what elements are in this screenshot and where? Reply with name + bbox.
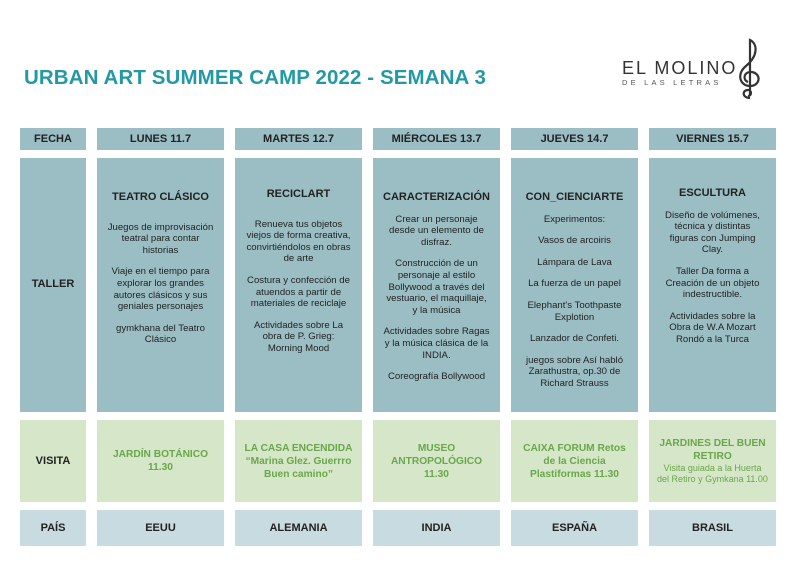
- logo-subtitle: DE LAS LETRAS: [622, 78, 722, 87]
- taller-line: La fuerza de un papel: [528, 278, 621, 290]
- taller-title: TEATRO CLÁSICO: [112, 191, 209, 203]
- day-header: JUEVES 14.7: [511, 128, 638, 150]
- taller-line: Costura y confección de atuendos a partir de materiales de reciclaje: [247, 274, 350, 310]
- row-label-visita: VISITA: [20, 420, 86, 502]
- visit-main: JARDÍN BOTÁNICO 11.30: [112, 449, 209, 473]
- row-label-fecha: FECHA: [20, 128, 86, 150]
- taller-cell: [373, 158, 500, 412]
- taller-title: CON_CIENCIARTE: [525, 191, 624, 203]
- taller-title: RECICLART: [266, 188, 331, 200]
- country-cell: ALEMANIA: [235, 510, 362, 546]
- taller-cell: [649, 158, 776, 412]
- taller-line: Coreografía Bollywood: [387, 371, 486, 383]
- taller-cell: [235, 158, 362, 412]
- treble-clef-icon: [732, 36, 768, 102]
- taller-line: Actividades sobre Ragas y la música clásica de la INDIA.: [383, 326, 490, 361]
- day-header: MIÉRCOLES 13.7: [373, 128, 500, 150]
- visit-main: MUSEO ANTROPOLÓGICO 11.30: [390, 442, 483, 480]
- country-cell: EEUU: [97, 510, 224, 546]
- taller-line: gymkhana del Teatro Clásico: [116, 322, 205, 346]
- taller-cell: [511, 158, 638, 412]
- country-cell: BRASIL: [649, 510, 776, 546]
- taller-title: CARACTERIZACIÓN: [383, 191, 490, 203]
- taller-line: Renueva tus objetos viejos de forma creativa, convirtiéndolos en obras de arte: [246, 218, 351, 265]
- day-header: LUNES 11.7: [97, 128, 224, 150]
- taller-line: Crear un personaje desde un elemento de disfraz.: [389, 213, 484, 248]
- visit-main: JARDINES DEL BUEN RETIRO: [659, 438, 766, 462]
- taller-line: Construcción de un personaje al estilo Bollywood a través del vestuario, el maquillaje, y la música: [386, 258, 487, 316]
- visit-sub: Visita guiada a la Huerta del Retiro y Gymkana 11.00: [657, 463, 768, 484]
- taller-line: Viaje en el tiempo para explorar los grandes autores clásicos y sus geniales personajes: [111, 266, 210, 313]
- taller-line: Actividades sobre La obra de P. Grieg: Morning Mood: [253, 319, 344, 354]
- day-header: VIERNES 15.7: [649, 128, 776, 150]
- row-label-pais: PAÍS: [20, 510, 86, 546]
- row-label-taller: TALLER: [20, 158, 86, 412]
- taller-line: Experimentos:: [543, 213, 606, 225]
- day-header: MARTES 12.7: [235, 128, 362, 150]
- taller-line: Elephant's Toothpaste Explotion: [527, 299, 622, 323]
- taller-line: Taller Da forma a Creación de un objeto indestructible.: [665, 265, 760, 301]
- taller-line: Lámpara de Lava: [537, 256, 612, 268]
- visit-main: CAIXA FORUM Retos de la Ciencia Plastiformas 11.30: [523, 442, 626, 480]
- visit-cell: [373, 420, 500, 502]
- visit-cell: [235, 420, 362, 502]
- logo: [612, 36, 782, 102]
- page-title: URBAN ART SUMMER CAMP 2022 - SEMANA 3: [24, 66, 486, 89]
- taller-line: Juegos de improvisación teatral para contar historias: [107, 221, 214, 256]
- visit-main: LA CASA ENCENDIDA “Marina Glez. Guerrro Buen camino”: [244, 442, 353, 480]
- visit-cell: [511, 420, 638, 502]
- visit-cell: [97, 420, 224, 502]
- taller-title: ESCULTURA: [678, 187, 746, 199]
- logo-name: EL MOLINO: [622, 58, 738, 78]
- taller-line: Actividades sobre la Obra de W.A Mozart Rondó a la Turca: [669, 310, 756, 345]
- taller-line: juegos sobre Así habló Zarathustra, op.30 de Richard Strauss: [525, 354, 624, 389]
- country-cell: ESPAÑA: [511, 510, 638, 546]
- taller-cell: [97, 158, 224, 412]
- taller-line: Vasos de arcoiris: [538, 235, 611, 247]
- country-cell: INDIA: [373, 510, 500, 546]
- visit-cell: [649, 420, 776, 502]
- taller-line: Lanzador de Confeti.: [529, 333, 620, 345]
- taller-line: Diseño de volúmenes, técnica y distintas figuras con Jumping Clay.: [665, 209, 760, 256]
